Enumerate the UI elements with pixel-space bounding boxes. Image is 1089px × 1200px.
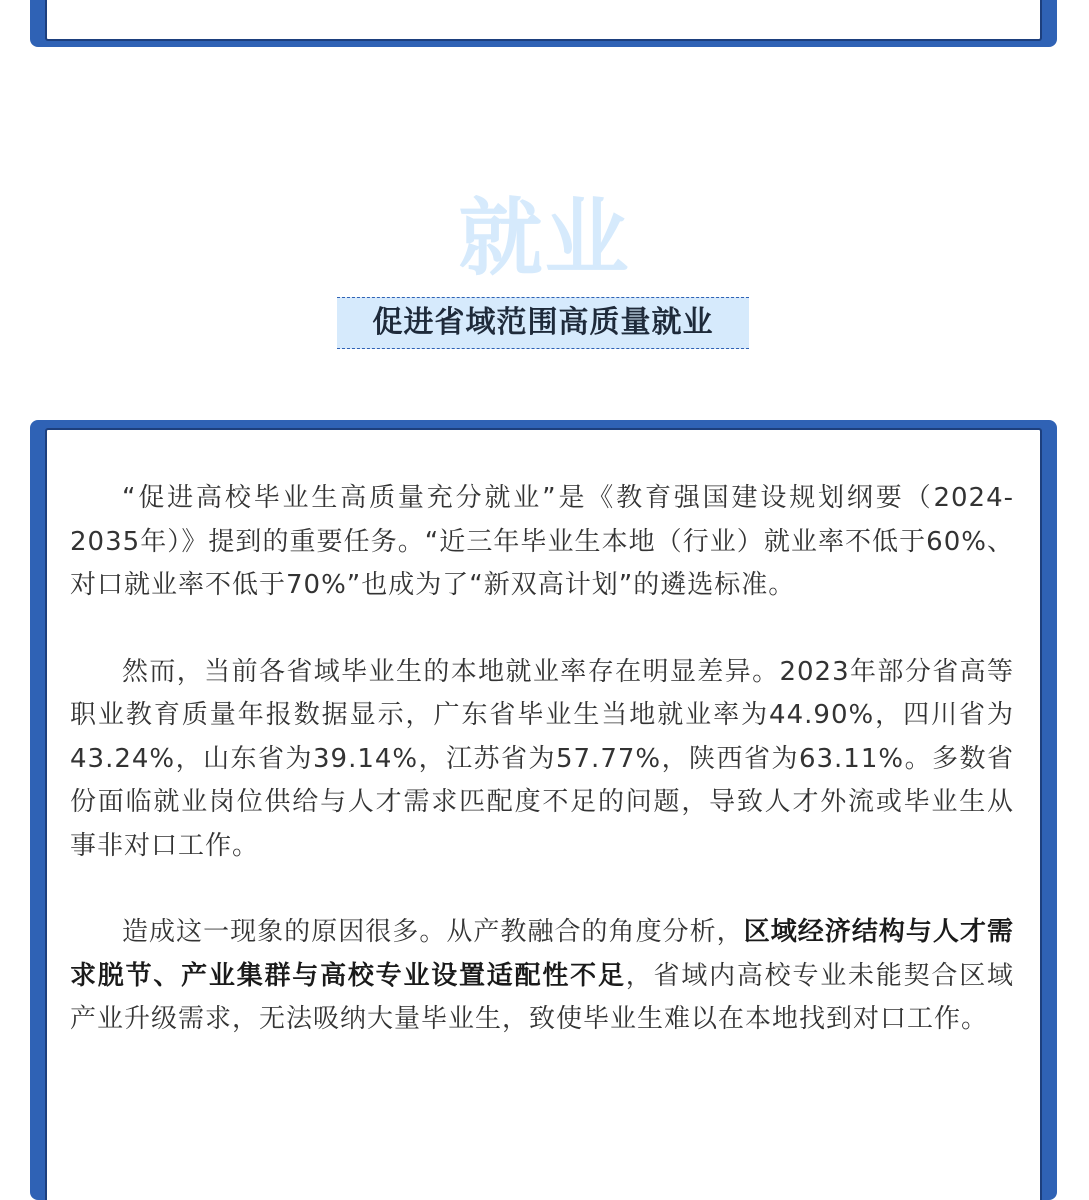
section-heading: 就业 — [458, 189, 631, 287]
section-subtitle-box — [337, 297, 749, 349]
paragraph-2: 然而，当前各省域毕业生的本地就业率存在明显差异。2023年部分省高等职业教育质量年报数据显示，广东省毕业生当地就业率为44.90%，四川省为43.24%，山东省为39.14%，江苏省为57.77%，陕西省为63.11%。多数省份面临就业岗位供给与人才需求匹配度不足的问题，导致人才外流或毕业生从事非对口工作。 — [70, 656, 1014, 861]
paragraph-1: “促进高校毕业生高质量充分就业”是《教育强国建设规划纲要（2024-2035年）》提到的重要任务。“近三年毕业生本地（行业）就业率不低于60%、对口就业率不低于70%”也成为了“新双高计划”的遴选标准。 — [70, 483, 1014, 600]
section-subtitle: 促进省域范围高质量就业 — [372, 305, 714, 340]
top-card-body — [45, 0, 1042, 41]
paragraph-3-emphasis: 区域经济结构与人才需求脱节、产业集群与高校专业设置适配性不足 — [70, 917, 1014, 991]
paragraph-3-lead: 造成这一现象的原因很多。从产教融合的角度分析， — [122, 917, 744, 947]
paragraph-3 — [70, 911, 1014, 1042]
paragraph-3-tail: ，省域内高校专业未能契合区域产业升级需求，无法吸纳大量毕业生，致使毕业生难以在本地找到对口工作。 — [70, 960, 1014, 1034]
article-content — [70, 477, 1014, 1085]
top-card-frame — [30, 0, 1057, 47]
